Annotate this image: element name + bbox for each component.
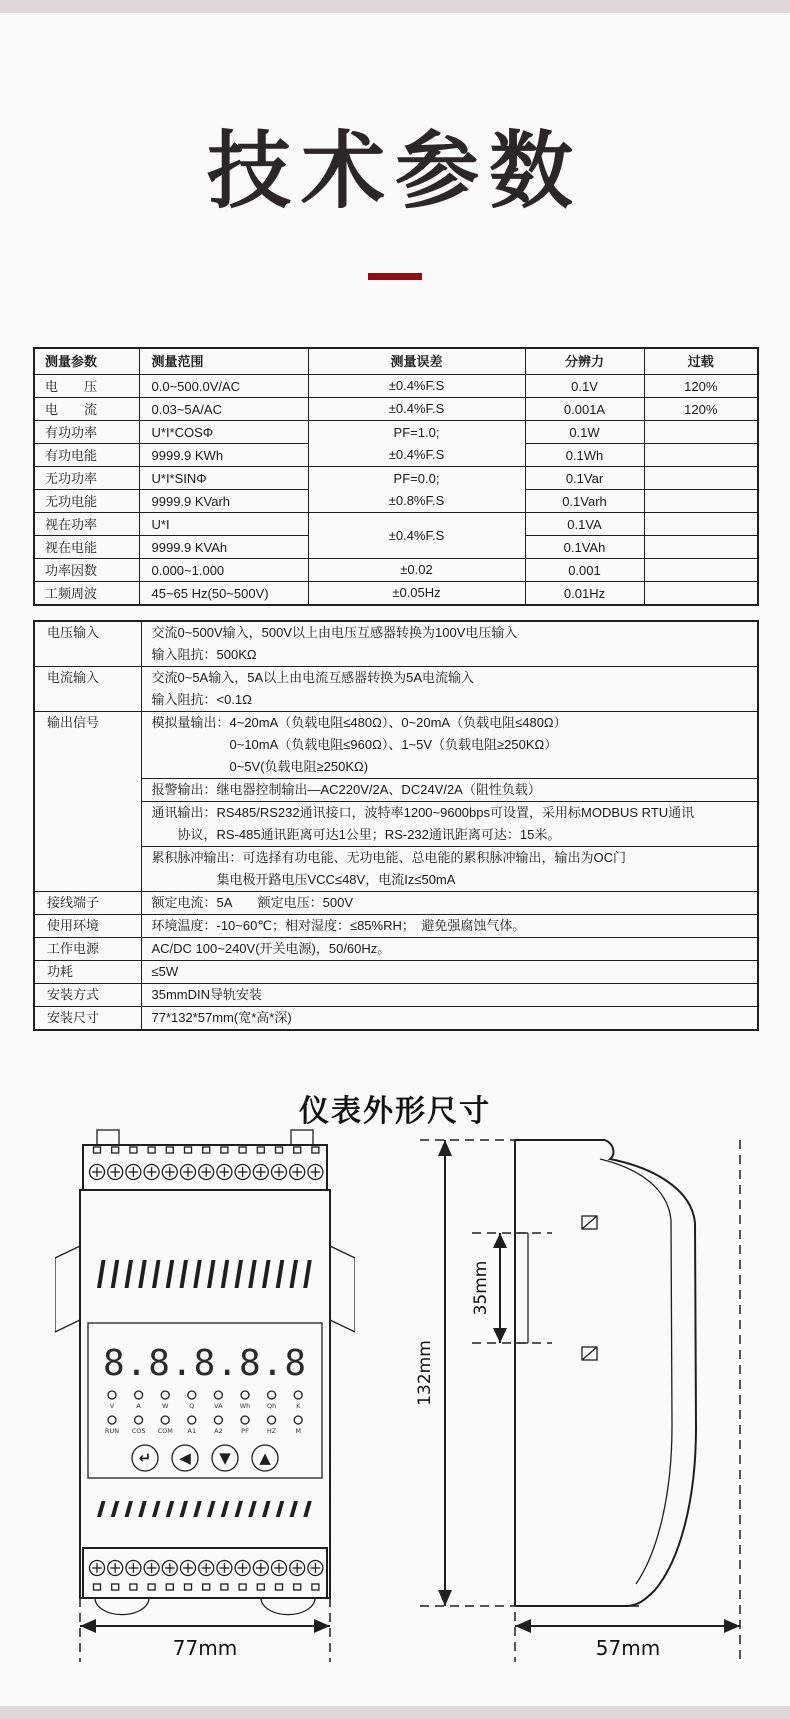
vent-slot [125, 1501, 134, 1517]
vent-slot [221, 1501, 230, 1517]
side-view-drawing [400, 1128, 760, 1673]
column-header: 分辨力 [525, 348, 644, 375]
rail-dimension-label: 35mm [471, 1260, 491, 1316]
vent-slot [303, 1501, 312, 1517]
spec-row-content [141, 847, 758, 892]
table-cell: 视在电能 [34, 536, 139, 559]
arrowhead [493, 1233, 507, 1248]
table-cell: 9999.9 KWh [139, 444, 308, 467]
error-cell: PF=0.0; ±0.8%F.S [308, 467, 525, 513]
terminal-pin [257, 1584, 264, 1590]
led-label: A1 [187, 1427, 197, 1435]
vent-slot [235, 1260, 244, 1288]
table-row [34, 375, 758, 398]
led-label: COM [157, 1427, 173, 1435]
error-cell: ±0.4%F.S [308, 398, 525, 421]
column-header: 测量参数 [34, 348, 139, 375]
spec-line: 集电极开路电压VCC≤48V，电流Iz≤50mA [216, 872, 456, 887]
led-indicator [241, 1416, 249, 1424]
terminal-pin [148, 1147, 155, 1153]
arrowhead [493, 1328, 507, 1343]
vent-slot [138, 1501, 147, 1517]
table-cell: 0.1Var [525, 467, 644, 490]
table-cell: 45~65 Hz(50~500V) [139, 582, 308, 606]
button-glyph: ▲ [259, 1449, 271, 1467]
vent-slot [152, 1260, 161, 1288]
terminal-pin [166, 1147, 173, 1153]
led-label: V [109, 1402, 115, 1410]
seven-segment-display: 8.8.8.8.8 [102, 1343, 308, 1384]
spec-line: 模拟量输出：4~20mA（负载电阻≤480Ω）、0~20mA（负载电阻≤480Ω） [151, 715, 567, 730]
vent-slot [152, 1501, 161, 1517]
spec-row-content [141, 915, 758, 938]
terminal-pin [239, 1147, 246, 1153]
terminal-pin [312, 1584, 319, 1590]
spec-table-body [34, 621, 758, 1030]
din-clip-hook-mark [582, 1216, 597, 1229]
terminal-pin [276, 1584, 283, 1590]
column-header: 测量范围 [139, 348, 308, 375]
vent-slot [97, 1501, 106, 1517]
spec-row-content [141, 984, 758, 1007]
table-row [34, 398, 758, 421]
vent-slot [262, 1501, 271, 1517]
bottom-terminal-squares [94, 1584, 319, 1590]
table-cell: 功率因数 [34, 559, 139, 582]
arrowhead [80, 1619, 96, 1633]
led-label: Q [189, 1402, 195, 1410]
spec-table [33, 620, 759, 1031]
error-cell: ±0.05Hz [308, 582, 525, 606]
spec-row-content [141, 802, 758, 847]
table-cell: 9999.9 KVarh [139, 490, 308, 513]
terminal-pin [94, 1584, 101, 1590]
spec-line: 协议，RS-485通讯距离可达1公里；RS-232通讯距离可达：15米。 [177, 827, 561, 842]
table-row [34, 1007, 758, 1031]
vent-slot [235, 1501, 244, 1517]
error-cell: ±0.4%F.S [308, 375, 525, 398]
table-row [34, 938, 758, 961]
spec-line: 累积脉冲输出：可选择有功电能、无功电能、总电能的累积脉冲输出，输出为OC门 [151, 850, 627, 865]
spec-row-label: 接线端子 [34, 892, 141, 915]
vent-slots-upper [97, 1260, 312, 1288]
spec-line: 交流0~500V输入，500V以上由电压互感器转换为100V电压输入 [151, 625, 518, 640]
table-cell: 电 压 [34, 375, 139, 398]
table-row [34, 712, 758, 779]
vent-slot [125, 1260, 134, 1288]
table-cell: 120% [644, 375, 758, 398]
depth-dimension-label: 57mm [595, 1636, 661, 1660]
led-label: W [161, 1402, 169, 1410]
spec-line: 输入阻抗：500KΩ [151, 647, 257, 662]
vent-slot [193, 1501, 202, 1517]
table-cell: 0.1VA [525, 513, 644, 536]
led-indicator [188, 1391, 196, 1399]
terminal-pin [257, 1147, 264, 1153]
vent-slot [303, 1260, 312, 1288]
page-title: 技术参数 [206, 122, 583, 220]
table-cell: 0.03~5A/AC [139, 398, 308, 421]
table-cell: 无功电能 [34, 490, 139, 513]
panel-buttons [132, 1445, 278, 1471]
spec-line: 额定电流：5A 额定电压：500V [151, 895, 354, 910]
led-indicator [135, 1416, 143, 1424]
led-indicator [108, 1416, 116, 1424]
table-row [34, 559, 758, 582]
led-indicator [214, 1391, 222, 1399]
table-cell [644, 559, 758, 582]
table-cell: 120% [644, 398, 758, 421]
led-label: VA [214, 1402, 223, 1410]
table-cell [644, 513, 758, 536]
vent-slot [262, 1260, 271, 1288]
led-indicator [161, 1391, 169, 1399]
button-glyph: ◀ [179, 1449, 191, 1467]
terminal-pin [239, 1584, 246, 1590]
led-label: K [296, 1402, 301, 1410]
vent-slot [193, 1260, 202, 1288]
table-cell: 0.001A [525, 398, 644, 421]
table-row [34, 467, 758, 490]
table-row [34, 892, 758, 915]
led-indicator [268, 1416, 276, 1424]
table-cell [644, 536, 758, 559]
button-glyph: ↵ [138, 1449, 152, 1467]
vent-slot [248, 1501, 257, 1517]
spec-row-label: 电压输入 [34, 621, 141, 667]
arrowhead [314, 1619, 330, 1633]
led-indicator [161, 1416, 169, 1424]
arrowhead [438, 1590, 452, 1606]
spec-line: 0~5V(负载电阻≥250KΩ) [229, 759, 369, 774]
column-header: 过载 [644, 348, 758, 375]
led-label: A2 [214, 1427, 223, 1435]
terminal-pin [276, 1147, 283, 1153]
table-row [34, 984, 758, 1007]
led-indicator [135, 1391, 143, 1399]
vent-slots-lower [97, 1501, 312, 1517]
vent-slot [290, 1260, 299, 1288]
spec-line: 0~10mA（负载电阻≤960Ω）、1~5V（负载电阻≥250KΩ） [229, 737, 558, 752]
led-label: A [136, 1402, 141, 1410]
terminal-pin [112, 1584, 119, 1590]
din-rail-wing-right [330, 1246, 355, 1332]
mounting-ear [291, 1130, 313, 1145]
vent-slot [248, 1260, 257, 1288]
table-row [34, 847, 758, 892]
column-header: 测量误差 [308, 348, 525, 375]
table-cell: U*I*SINΦ [139, 467, 308, 490]
terminal-pin [130, 1584, 137, 1590]
table-row [34, 961, 758, 984]
table-cell [644, 582, 758, 606]
table-cell [644, 467, 758, 490]
table-cell: 0.001 [525, 559, 644, 582]
mounting-ear [97, 1130, 119, 1145]
spec-row-content [141, 892, 758, 915]
top-terminal-squares [94, 1147, 319, 1153]
table-row [34, 779, 758, 802]
top-terminal-block [83, 1145, 327, 1190]
terminal-pin [294, 1147, 301, 1153]
table-cell: 0.1Varh [525, 490, 644, 513]
table-cell: 电 流 [34, 398, 139, 421]
vent-slot [276, 1260, 285, 1288]
spec-line: 通讯输出：RS485/RS232通讯接口，波特率1200~9600bps可设置，采用标MODBUS RTU通讯 [151, 805, 695, 820]
terminal-pin [185, 1584, 192, 1590]
led-indicator [294, 1391, 302, 1399]
meter-body [80, 1190, 330, 1598]
side-profile-inner-line [600, 1159, 672, 1584]
led-label: RUN [104, 1427, 120, 1435]
led-label: Wh [239, 1402, 251, 1410]
led-label: COS [131, 1427, 146, 1435]
spec-row-label: 电流输入 [34, 667, 141, 712]
table-cell: 无功功率 [34, 467, 139, 490]
vent-slot [207, 1501, 216, 1517]
height-dimension-label: 132mm [415, 1340, 435, 1406]
led-indicator [108, 1391, 116, 1399]
terminal-pin [312, 1147, 319, 1153]
error-cell: ±0.4%F.S [308, 513, 525, 559]
table-cell: 0.01Hz [525, 582, 644, 606]
table-cell: 0.1W [525, 421, 644, 444]
table-row [34, 915, 758, 938]
spec-row-label: 安装方式 [34, 984, 141, 1007]
foot-left [95, 1598, 149, 1615]
table-cell: 0.1VAh [525, 536, 644, 559]
error-cell: ±0.02 [308, 559, 525, 582]
table-cell: U*I [139, 513, 308, 536]
led-indicator-row-2 [105, 1416, 302, 1435]
spec-line: 输入阻抗：<0.1Ω [151, 692, 252, 707]
table-row [34, 421, 758, 444]
table-cell [644, 490, 758, 513]
measurement-table-head [34, 348, 758, 375]
bottom-edge-strip [0, 1706, 790, 1719]
spec-row-content [141, 961, 758, 984]
front-view-drawing [55, 1128, 355, 1673]
spec-row-content [141, 779, 758, 802]
table-cell: 有功功率 [34, 421, 139, 444]
din-rail-wing-left [55, 1246, 80, 1332]
terminal-pin [203, 1147, 210, 1153]
title-divider [368, 273, 422, 280]
vent-slot [97, 1260, 106, 1288]
vent-slot [180, 1260, 189, 1288]
led-indicator [294, 1416, 302, 1424]
width-dimension-label: 77mm [172, 1636, 238, 1660]
led-indicator [241, 1391, 249, 1399]
vent-slot [138, 1260, 147, 1288]
terminal-pin [203, 1584, 210, 1590]
table-row [34, 513, 758, 536]
table-cell: 视在功率 [34, 513, 139, 536]
terminal-pin [185, 1147, 192, 1153]
table-row [34, 582, 758, 606]
arrowhead [515, 1619, 531, 1633]
table-cell: 0.000~1.000 [139, 559, 308, 582]
vent-slot [221, 1260, 230, 1288]
error-cell: PF=1.0; ±0.4%F.S [308, 421, 525, 467]
terminal-pin [294, 1584, 301, 1590]
table-cell: 有功电能 [34, 444, 139, 467]
spec-line: ≤5W [151, 964, 179, 979]
measurement-table-body [34, 375, 758, 606]
led-indicator-row-1 [108, 1391, 302, 1410]
terminal-pin [130, 1147, 137, 1153]
table-cell: 工频周波 [34, 582, 139, 606]
table-row [34, 667, 758, 712]
spec-row-label: 输出信号 [34, 712, 141, 892]
measurement-table [33, 347, 759, 606]
spec-row-label: 工作电源 [34, 938, 141, 961]
spec-row-label: 安装尺寸 [34, 1007, 141, 1031]
spec-row-label: 功耗 [34, 961, 141, 984]
bottom-terminal-screws [90, 1561, 323, 1576]
outline-section-heading: 仪表外形尺寸 [299, 1095, 491, 1128]
terminal-pin [112, 1147, 119, 1153]
terminal-pin [166, 1584, 173, 1590]
spec-line: AC/DC 100~240V(开关电源)，50/60Hz。 [151, 941, 391, 956]
vent-slot [207, 1260, 216, 1288]
vent-slot [290, 1501, 299, 1517]
spec-row-label: 使用环境 [34, 915, 141, 938]
table-cell: 0.0~500.0V/AC [139, 375, 308, 398]
spec-line: 35mmDIN导轨安装 [151, 987, 263, 1002]
top-edge-strip [0, 0, 790, 13]
table-row [34, 802, 758, 847]
spec-line: 环境温度：-10~60℃；相对湿度：≤85%RH； 避免强腐蚀气体。 [151, 918, 526, 933]
terminal-pin [94, 1147, 101, 1153]
top-terminal-screws [90, 1165, 323, 1180]
spec-row-content [141, 1007, 758, 1031]
vent-slot [180, 1501, 189, 1517]
led-label: M [295, 1427, 302, 1435]
foot-right [261, 1598, 315, 1615]
led-indicator [214, 1416, 222, 1424]
spec-line: 报警输出：继电器控制输出—AC220V/2A、DC24V/2A（阻性负载） [151, 782, 541, 797]
led-label: HZ [266, 1427, 277, 1435]
side-profile-outline [605, 1140, 696, 1606]
spec-row-content [141, 621, 758, 667]
vent-slot [111, 1260, 120, 1288]
vent-slot [166, 1501, 175, 1517]
table-row [34, 621, 758, 667]
terminal-pin [221, 1584, 228, 1590]
led-label: Qh [266, 1402, 277, 1410]
table-cell [644, 421, 758, 444]
table-cell: 9999.9 KVAh [139, 536, 308, 559]
table-cell: 0.1V [525, 375, 644, 398]
spec-row-content [141, 938, 758, 961]
spec-line: 77*132*57mm(宽*高*深) [151, 1010, 292, 1025]
table-cell: 0.1Wh [525, 444, 644, 467]
vent-slot [111, 1501, 120, 1517]
vent-slot [166, 1260, 175, 1288]
arrowhead [724, 1619, 740, 1633]
led-label: PF [241, 1427, 249, 1435]
spec-row-content [141, 667, 758, 712]
terminal-pin [221, 1147, 228, 1153]
table-cell: U*I*COSΦ [139, 421, 308, 444]
terminal-pin [148, 1584, 155, 1590]
table-cell [644, 444, 758, 467]
led-indicator [268, 1391, 276, 1399]
button-glyph: ▼ [219, 1449, 231, 1467]
arrowhead [438, 1140, 452, 1156]
vent-slot [276, 1501, 285, 1517]
spec-row-content [141, 712, 758, 779]
led-indicator [188, 1416, 196, 1424]
spec-line: 交流0~5A输入，5A以上由电流互感器转换为5A电流输入 [151, 670, 475, 685]
din-clip-hook-mark [582, 1347, 597, 1360]
